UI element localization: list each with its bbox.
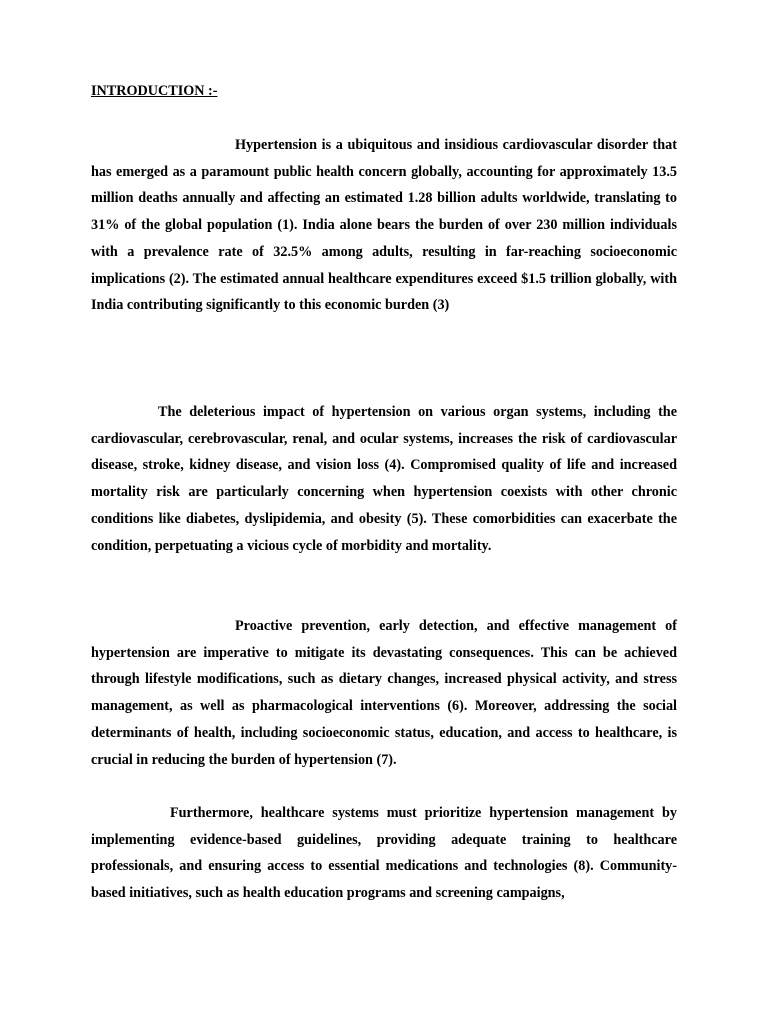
section-heading: INTRODUCTION :- (91, 83, 218, 99)
paragraph-1: Hypertension is a ubiquitous and insidious cardiovascular disorder that has emerged as a paramount public health concern globally, accounting for approximately 13.5 million deaths annually and affecting an estimated 1.28 billion adults worldwide, translating to 31% of the global population (1). India alone bears the burden of over 230 million individuals with a prevalence rate of 32.5% among adults, resulting in far-reaching socioeconomic implications (2). The estimated annual healthcare expenditures exceed $1.5 trillion globally, with India contributing significantly to this economic burden (3) (91, 137, 677, 314)
paragraph-3: Proactive prevention, early detection, and effective management of hypertension are imperative to mitigate its devastating consequences. This can be achieved through lifestyle modifications, such as dietary changes, increased physical activity, and stress management, as well as pharmacological interventions (6). Moreover, addressing the social determinants of health, including socioeconomic status, education, and access to healthcare, is crucial in reducing the burden of hypertension (7). (91, 618, 677, 768)
paragraph-2: The deleterious impact of hypertension on various organ systems, including the cardiovascular, cerebrovascular, renal, and ocular systems, increases the risk of cardiovascular disease, stroke, kidney disease, and vision loss (4). Compromised quality of life and increased mortality risk are particularly concerning when hypertension coexists with other chronic conditions like diabetes, dyslipidemia, and obesity (5). These comorbidities can exacerbate the condition, perpetuating a vicious cycle of morbidity and mortality. (91, 404, 677, 554)
paragraph-4: Furthermore, healthcare systems must prioritize hypertension management by implementing evidence-based guidelines, providing adequate training to healthcare professionals, and ensuring access to essential medications and technologies (8). Community-based initiatives, such as health education programs and screening campaigns, (91, 805, 677, 902)
